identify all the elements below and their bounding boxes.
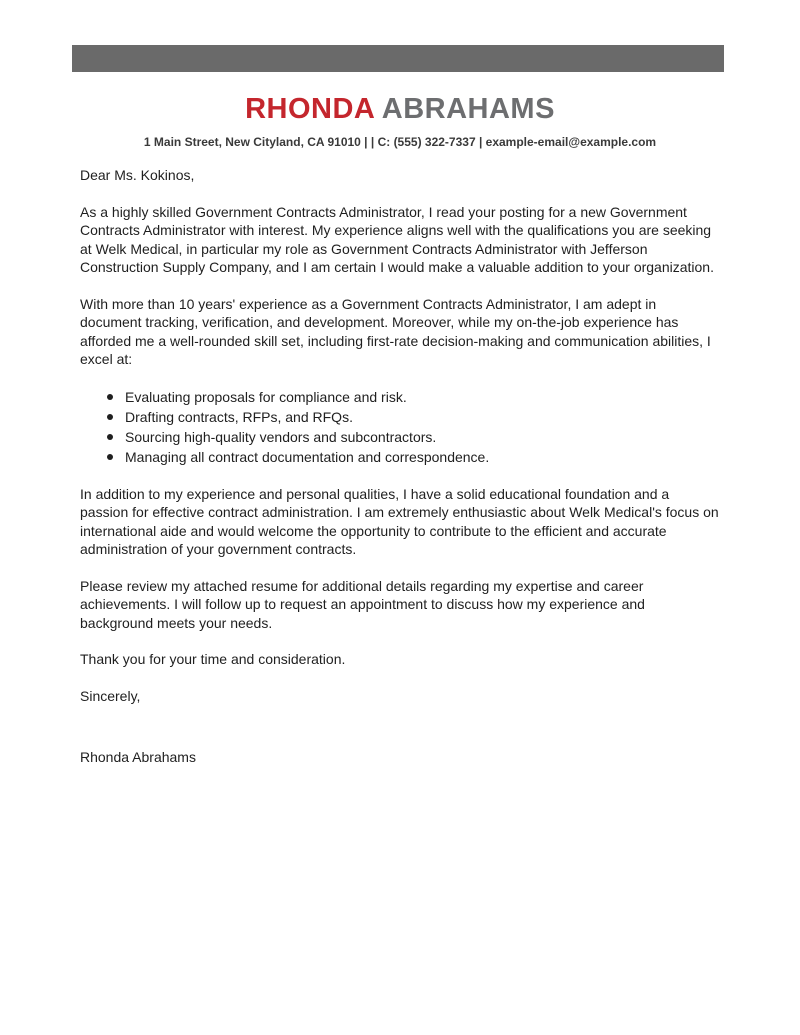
header-accent-bar: [72, 45, 724, 72]
bullet-icon: [107, 454, 113, 460]
list-item: [107, 387, 720, 407]
bullet-text: Managing all contract documentation and correspondence.: [125, 448, 490, 465]
signature-name: Rhonda Abrahams: [80, 749, 196, 766]
contact-info-line: 1 Main Street, New Cityland, CA 91010 | | C: (555) 322-7337 | example-email@example.com: [143, 135, 657, 150]
bullet-icon: [107, 434, 113, 440]
bullet-text: Evaluating proposals for compliance and risk.: [125, 388, 407, 405]
applicant-first-name: RHONDA: [245, 93, 375, 125]
paragraph-followup: Please review my attached resume for additional details regarding my expertise and career achievements. I will follow up to request an appointment to discuss how my experience and background meets your needs.: [80, 577, 645, 631]
page-title: [0, 93, 800, 126]
list-item: [107, 447, 720, 467]
list-item: [107, 407, 720, 427]
bullet-text: Drafting contracts, RFPs, and RFQs.: [125, 408, 353, 425]
skills-bullet-list: [80, 387, 720, 467]
paragraph-intro: As a highly skilled Government Contracts Administrator, I read your posting for a new Government Contracts Administrator with interest. My experience aligns well with the qualifications you are seeking at Welk Medical, in particular my role as Government Contracts Administrator with Jefferson Construction Supply Company, and I am certain I would make a valuable addition to your organization.: [80, 203, 714, 276]
salutation: Dear Ms. Kokinos,: [80, 167, 195, 184]
applicant-last-name: ABRAHAMS: [381, 93, 555, 125]
valediction: Sincerely,: [80, 687, 141, 704]
bullet-text: Sourcing high-quality vendors and subcontractors.: [125, 428, 437, 445]
list-item: [107, 427, 720, 447]
bullet-icon: [107, 394, 113, 400]
paragraph-experience: With more than 10 years' experience as a Government Contracts Administrator, I am adept in document tracking, verification, and development. Moreover, while my on-the-job experience has afforded me a well-rounded skill set, including first-rate decision-making and communication abilities, I excel at:: [80, 295, 711, 368]
bullet-icon: [107, 414, 113, 420]
closing-thanks: Thank you for your time and consideration.: [80, 651, 346, 668]
letter-body: [0, 166, 800, 767]
paragraph-education: In addition to my experience and personal qualities, I have a solid educational foundation and a passion for effective contract administration. I am extremely enthusiastic about Welk Medical's focus on international aide and would welcome the opportunity to contribute to the efficient and accurate administration of your government contracts.: [80, 485, 719, 558]
